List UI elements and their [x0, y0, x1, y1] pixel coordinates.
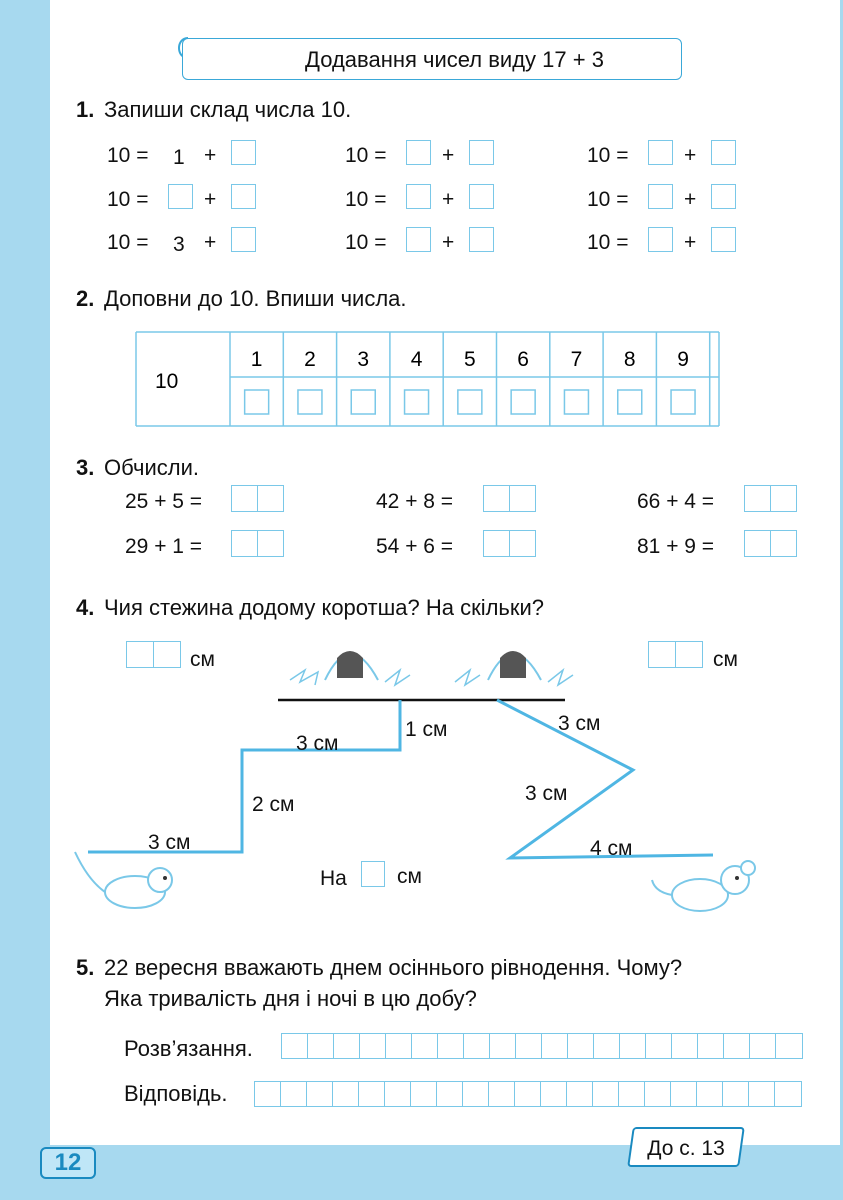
- table-header-cell: 8: [623, 348, 636, 371]
- task1-text: Запиши склад числа 10.: [104, 97, 352, 122]
- task1-number: 1.: [76, 97, 95, 122]
- right-path: [497, 700, 713, 858]
- task3-number: 3.: [76, 455, 95, 480]
- given-addend: 1: [173, 146, 185, 169]
- given-addend: 3: [173, 233, 185, 256]
- addend-box[interactable]: [406, 184, 431, 209]
- plus-sign: +: [684, 188, 697, 211]
- eq-prefix: 10 =: [587, 188, 629, 211]
- task2-number: 2.: [76, 286, 95, 311]
- eq-prefix: 10 =: [345, 188, 387, 211]
- plus-sign: +: [204, 144, 217, 167]
- complement-answer-box[interactable]: [511, 390, 535, 414]
- eq-prefix: 10 =: [345, 144, 387, 167]
- addend-box[interactable]: [469, 140, 494, 165]
- complement-answer-box[interactable]: [618, 390, 642, 414]
- eq-prefix: 10 =: [345, 231, 387, 254]
- complement-answer-box[interactable]: [458, 390, 482, 414]
- task5-number: 5.: [76, 955, 95, 980]
- right-seg-diagonal: 3 см: [525, 782, 568, 805]
- burrow-right-icon: [455, 651, 573, 685]
- addend-box[interactable]: [648, 227, 673, 252]
- answer-label: Відповідь.: [124, 1081, 228, 1106]
- left-seg-vertical: 2 см: [252, 793, 295, 816]
- expression: 42 + 8 =: [376, 490, 454, 513]
- complement-table: [135, 331, 720, 427]
- task2-text: Доповни до 10. Впиши числа.: [104, 286, 407, 311]
- expression: 66 + 4 =: [637, 490, 715, 513]
- eq-prefix: 10 =: [587, 231, 629, 254]
- eq-prefix: 10 =: [587, 144, 629, 167]
- left-seg-middle: 3 см: [296, 732, 339, 755]
- addend-box[interactable]: [711, 227, 736, 252]
- addend-box[interactable]: [711, 140, 736, 165]
- addend-box[interactable]: [469, 227, 494, 252]
- page-number: 12: [54, 1149, 82, 1176]
- na-label: На: [320, 867, 347, 890]
- result-cells[interactable]: [483, 485, 534, 512]
- difference-answer-box[interactable]: [361, 861, 385, 887]
- table-header-cell: 4: [410, 348, 423, 371]
- result-cells[interactable]: [744, 485, 795, 512]
- addend-box[interactable]: [231, 184, 256, 209]
- left-path: [88, 700, 400, 852]
- table-header-cell: 7: [570, 348, 583, 371]
- table-header-cell: 1: [250, 348, 263, 371]
- eq-prefix: 10 =: [107, 188, 149, 211]
- answer-cells[interactable]: [254, 1081, 800, 1107]
- complement-answer-box[interactable]: [564, 390, 588, 414]
- addend-box[interactable]: [231, 227, 256, 252]
- reference-text: До с. 13: [647, 1137, 725, 1160]
- result-cells[interactable]: [231, 485, 282, 512]
- mouse-right-icon: [652, 861, 755, 911]
- addend-box[interactable]: [648, 140, 673, 165]
- right-seg-upper: 3 см: [558, 712, 601, 735]
- result-cells[interactable]: [483, 530, 534, 557]
- left-seg-top: 1 см: [405, 718, 448, 741]
- complement-answer-box[interactable]: [671, 390, 695, 414]
- plus-sign: +: [442, 188, 455, 211]
- expression: 29 + 1 =: [125, 535, 203, 558]
- task4-text: Чия стежина додому коротша? На скільки?: [104, 595, 545, 620]
- task5-line2: Яка тривалість дня і ночі в цю добу?: [104, 986, 477, 1011]
- addend-box[interactable]: [231, 140, 256, 165]
- table-header-cell: 2: [304, 348, 316, 371]
- burrow-left-icon: [290, 651, 410, 685]
- plus-sign: +: [204, 231, 217, 254]
- mouse-left-icon: [75, 852, 172, 908]
- task3-text: Обчисли.: [104, 455, 199, 480]
- difference-unit: см: [397, 865, 422, 888]
- solution-cells[interactable]: [281, 1033, 801, 1059]
- eq-prefix: 10 =: [107, 231, 149, 254]
- eq-prefix: 10 =: [107, 144, 149, 167]
- complement-answer-box[interactable]: [298, 390, 322, 414]
- left-seg-bottom: 3 см: [148, 831, 191, 854]
- complement-answer-box[interactable]: [405, 390, 429, 414]
- addend-box[interactable]: [648, 184, 673, 209]
- plus-sign: +: [204, 188, 217, 211]
- page-title: Додавання чисел виду 17 + 3: [305, 47, 604, 72]
- addend-box[interactable]: [406, 140, 431, 165]
- plus-sign: +: [684, 144, 697, 167]
- addend-box[interactable]: [711, 184, 736, 209]
- solution-label: Розв’язання.: [124, 1036, 253, 1061]
- right-unit: см: [713, 648, 738, 671]
- expression: 81 + 9 =: [637, 535, 715, 558]
- right-seg-bottom: 4 см: [590, 837, 633, 860]
- addend-box[interactable]: [406, 227, 431, 252]
- table-header-cell: 6: [517, 348, 529, 371]
- result-cells[interactable]: [744, 530, 795, 557]
- table-row-label: 10: [155, 370, 179, 393]
- expression: 54 + 6 =: [376, 535, 454, 558]
- plus-sign: +: [442, 144, 455, 167]
- addend-box[interactable]: [168, 184, 193, 209]
- result-cells[interactable]: [231, 530, 282, 557]
- plus-sign: +: [442, 231, 455, 254]
- table-header-cell: 3: [357, 348, 370, 371]
- task4-number: 4.: [76, 595, 95, 620]
- complement-answer-box[interactable]: [351, 390, 375, 414]
- expression: 25 + 5 =: [125, 490, 203, 513]
- task5-line1: 22 вересня вважають днем осіннього рівнодення. Чому?: [104, 955, 683, 980]
- table-header-cell: 9: [677, 348, 689, 371]
- complement-answer-box[interactable]: [245, 390, 269, 414]
- plus-sign: +: [684, 231, 697, 254]
- table-header-cell: 5: [464, 348, 476, 371]
- left-unit: см: [190, 648, 215, 671]
- addend-box[interactable]: [469, 184, 494, 209]
